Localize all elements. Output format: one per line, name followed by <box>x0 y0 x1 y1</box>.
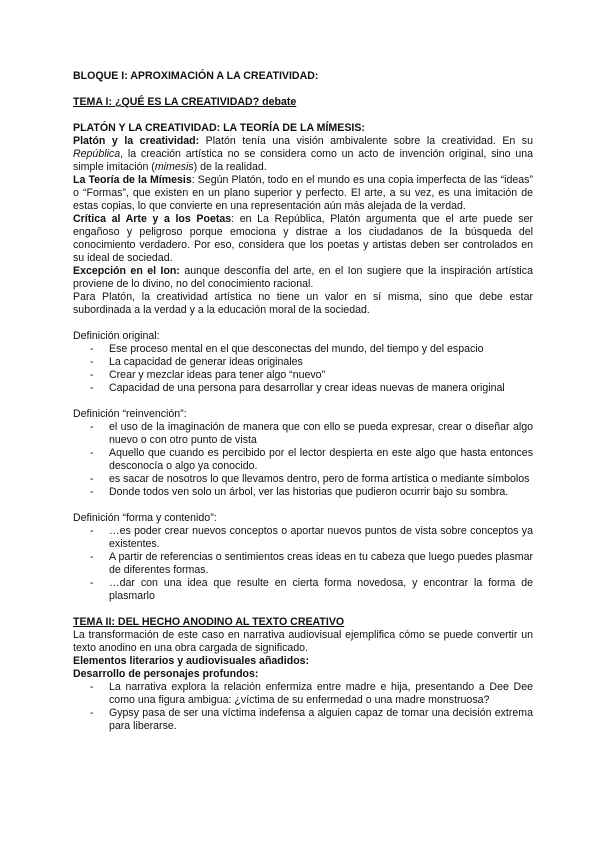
document-page <box>73 70 533 733</box>
paragraph-platon-creatividad <box>73 135 533 174</box>
paragraph-label: Platón y la creatividad: <box>73 135 200 147</box>
italic-text: República <box>73 148 121 160</box>
paragraph-text: : en La República, Platón argumenta que el arte puede ser engañoso y peligroso porque emociona y distrae a los ciudadanos de la búsqueda del conocimiento verdadero. Por eso, considera que los poetas y artistas deben ser controlados en su ideal de sociedad. <box>73 213 533 264</box>
tema2-intro: La transformación de este caso en narrativa audiovisual ejemplifica cómo se puede convertir un texto anodino en una obra cargada de significado. <box>73 629 533 654</box>
elementos-title: Elementos literarios y audiovisuales añadidos: <box>73 655 310 667</box>
paragraph-label: La Teoría de la Mímesis <box>73 174 192 186</box>
paragraph-text: , la creación artística no se considera como un acto de invención original, sino una simple imitación ( <box>73 148 533 173</box>
definition-original-list <box>73 343 533 395</box>
definition-original-title: Definición original: <box>73 330 160 342</box>
list-item: - La capacidad de generar ideas originales <box>73 356 533 369</box>
paragraph-text: Platón tenía una visión ambivalente sobre la creatividad. En su <box>199 135 533 147</box>
paragraph-label: Crítica al Arte y a los Poetas <box>73 213 232 225</box>
paragraph-critica-arte <box>73 213 533 265</box>
italic-text: mimesis <box>154 161 194 173</box>
paragraph-excepcion-ion <box>73 265 533 291</box>
list-item: - Gypsy pasa de ser una víctima indefensa a alguien capaz de tomar una decisión extrema para liberarse. <box>73 707 533 733</box>
definition-reinvencion-title: Definición “reinvención”: <box>73 408 187 420</box>
paragraph-label: Excepción en el Ion: <box>73 265 180 277</box>
list-item: - Ese proceso mental en el que desconectas del mundo, del tiempo y del espacio <box>73 343 533 356</box>
list-item: - …dar con una idea que resulte en cierta forma novedosa, y encontrar la forma de plasmarlo <box>73 577 533 603</box>
list-item: - el uso de la imaginación de manera que con ello se pueda expresar, crear o diseñar algo nuevo o con otro punto de vista <box>73 421 533 447</box>
list-item: - Capacidad de una persona para desarrollar y crear ideas nuevas de manera original <box>73 382 533 395</box>
desarrollo-list <box>73 681 533 733</box>
list-item: - Aquello que cuando es percibido por el lector despierta en este algo que hasta entonces desconocía o algo ya conocido. <box>73 447 533 473</box>
platon-section-title: PLATÓN Y LA CREATIVIDAD: LA TEORÍA DE LA MÍMESIS: <box>73 122 365 134</box>
paragraph-text: aunque desconfía del arte, en el Ion sugiere que la inspiración artística proviene de lo divino, no del conocimiento racional. <box>73 265 533 290</box>
definition-forma-list <box>73 525 533 603</box>
tema2-title: TEMA II: DEL HECHO ANODINO AL TEXTO CREATIVO <box>73 616 345 628</box>
paragraph-teoria-mimesis <box>73 174 533 213</box>
paragraph-text: : Según Platón, todo en el mundo es una copia imperfecta de las “ideas” o “Formas”, que existen en un plano superior y perfecto. El arte, a su vez, es una imitación de estas copias, lo que convierte en una representación aún más alejada de la verdad. <box>73 174 533 212</box>
desarrollo-title: Desarrollo de personajes profundos: <box>73 668 259 680</box>
definition-forma-title: Definición “forma y contenido”: <box>73 512 217 524</box>
paragraph-text: ) de la realidad. <box>193 161 267 173</box>
definition-reinvencion-list <box>73 421 533 499</box>
list-item: - La narrativa explora la relación enfermiza entre madre e hija, presentando a Dee Dee como una figura ambigua: ¿víctima de su enfermedad o una madre monstruosa? <box>73 681 533 707</box>
list-item: - Crear y mezclar ideas para tener algo “nuevo” <box>73 369 533 382</box>
paragraph-conclusion: Para Platón, la creatividad artística no tiene un valor en sí misma, sino que debe estar subordinada a la verdad y a la educación moral de la sociedad. <box>73 291 533 316</box>
list-item: - es sacar de nosotros lo que llevamos dentro, pero de forma artística o mediante símbolos <box>73 473 533 486</box>
block-title: BLOQUE I: APROXIMACIÓN A LA CREATIVIDAD: <box>73 70 319 82</box>
list-item: - A partir de referencias o sentimientos creas ideas en tu cabeza que luego puedes plasmar de diferentes formas. <box>73 551 533 577</box>
list-item: - Donde todos ven solo un árbol, ver las historias que pudieron ocurrir bajo su sombra. <box>73 486 533 499</box>
list-item: - …es poder crear nuevos conceptos o aportar nuevos puntos de vista sobre conceptos ya existentes. <box>73 525 533 551</box>
tema1-title: TEMA I: ¿QUÉ ES LA CREATIVIDAD? debate <box>73 96 297 108</box>
